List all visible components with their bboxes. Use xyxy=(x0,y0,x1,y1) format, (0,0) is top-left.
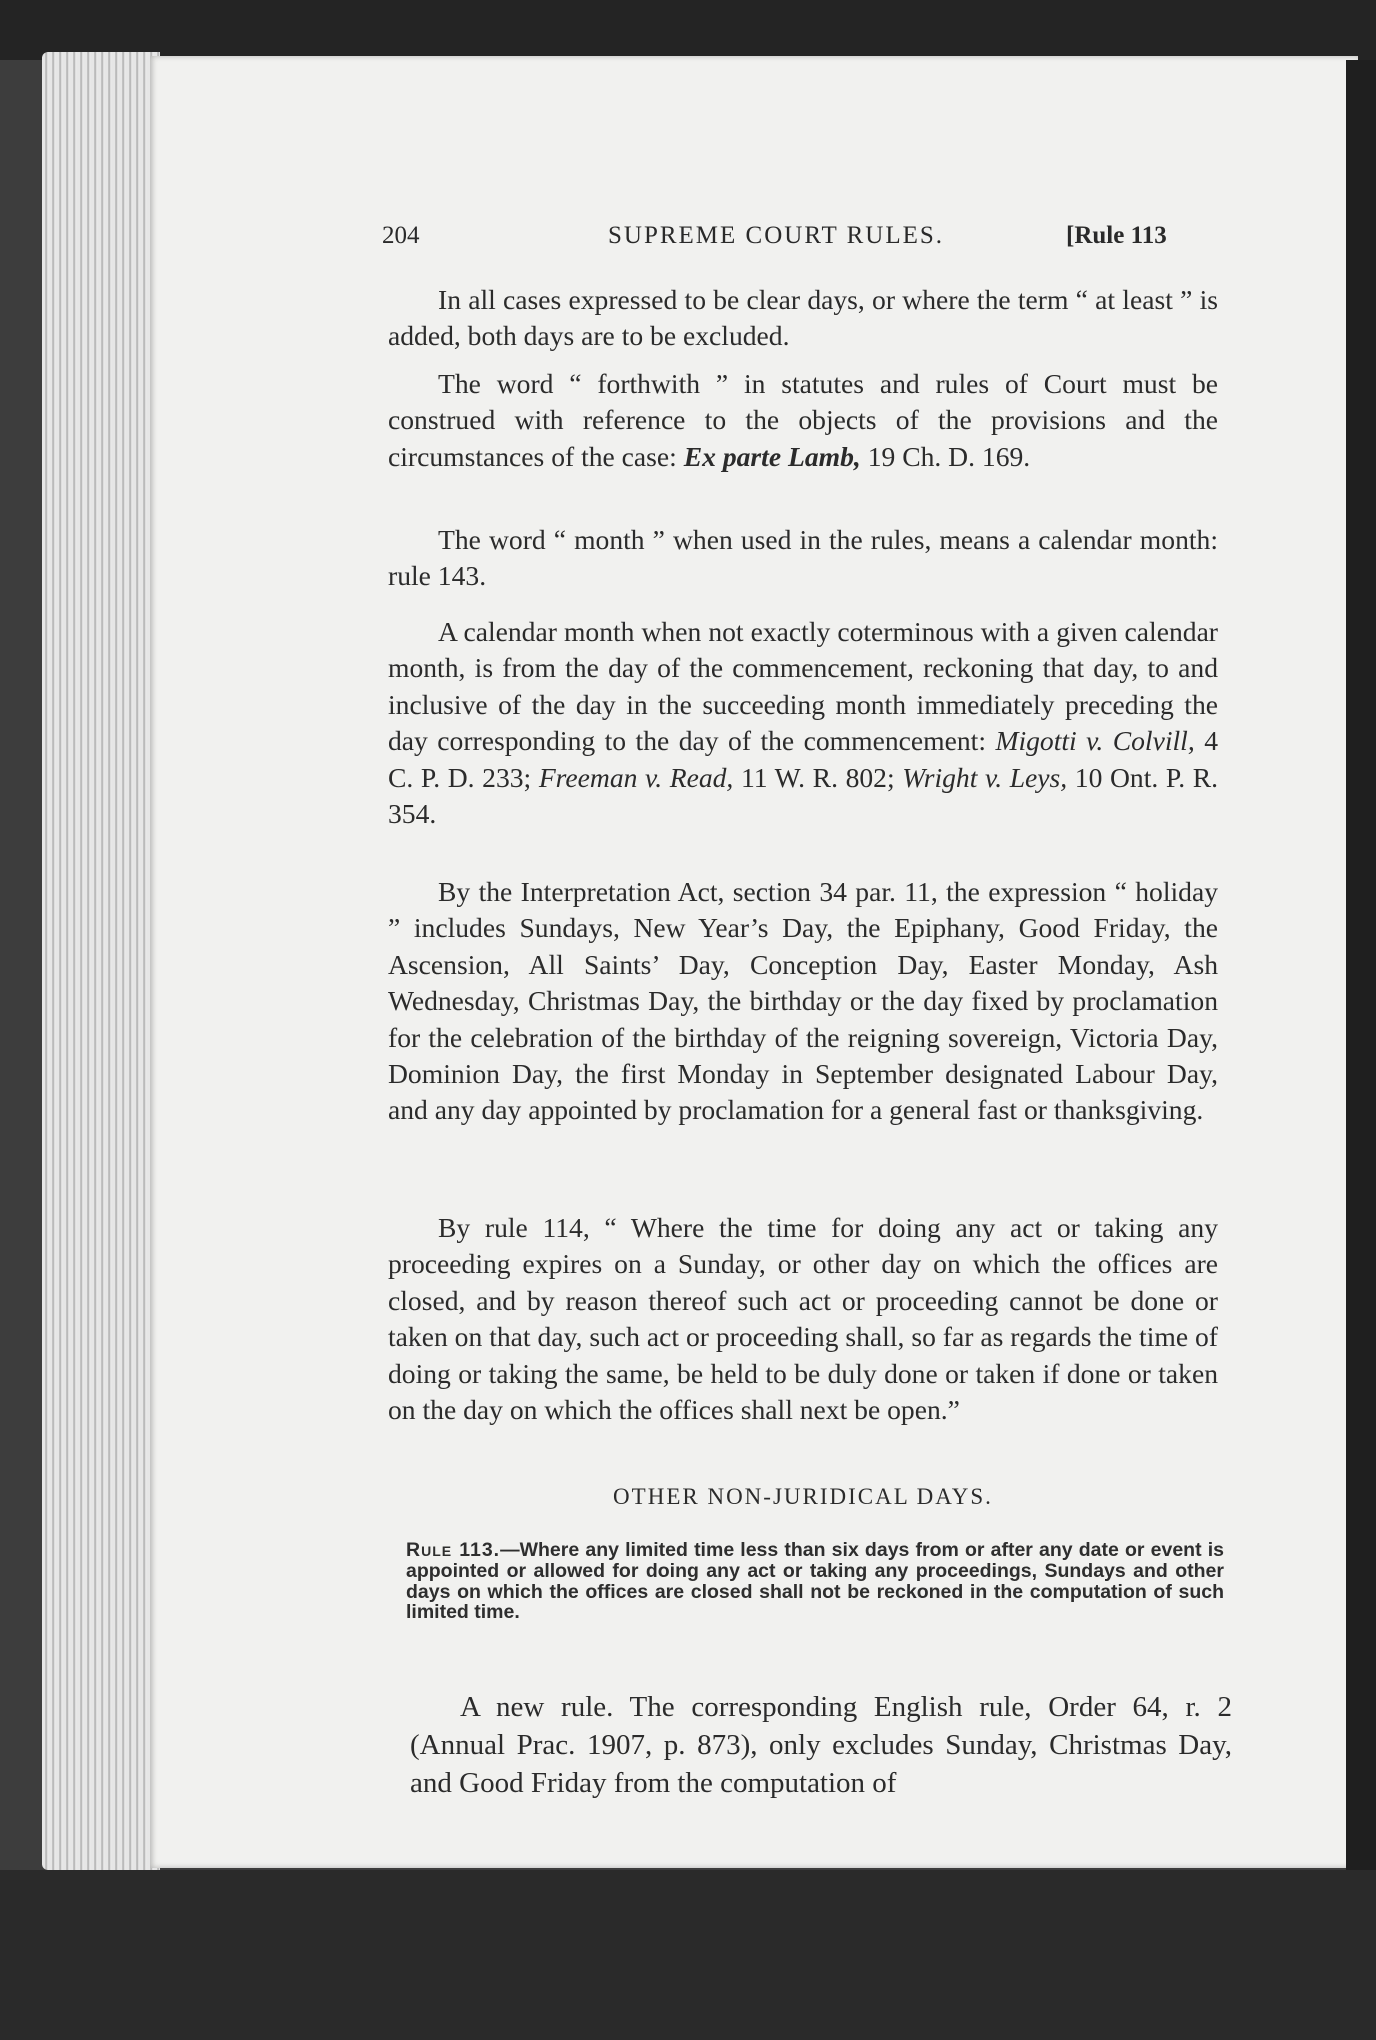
page-number: 204 xyxy=(382,222,420,249)
scan-background-bottom xyxy=(0,1870,1376,2040)
paragraph-commentary: A new rule. The corresponding English rule, Order 64, r. 2 (Annual Prac. 1907, p. 873), only excludes Sunday, Christmas Day, and Good Friday from the computation of xyxy=(410,1691,1232,1799)
case-citation: Wright v. Leys, xyxy=(902,761,1068,793)
paragraph-forthwith xyxy=(388,366,1218,475)
paragraph-text: 4 C. P. D. 233; xyxy=(388,725,1218,793)
paragraph-calendar-month xyxy=(388,614,1218,832)
rule-reference: [Rule 113 xyxy=(1066,222,1167,249)
paragraph-text: The word “ forthwith ” in statutes and rules of Court must be construed with reference to the objects of the provisions and the circumstances of the case: xyxy=(388,368,1218,472)
paragraph-interpretation-act: By the Interpretation Act, section 34 par. 11, the expression “ holiday ” includes Sundays, New Year’s Day, the Epiphany, Good Friday, the Ascension, All Saints’ Day, Conception Day, Easter Monday, Ash Wednesday, Christmas Day, the birthday or the day fixed by proclamation for the celebration of the birthday of the reigning sovereign, Victoria Day, Dominion Day, the first Monday in September designated Labour Day, and any day appointed by proclamation for a general fast or thanksgiving. xyxy=(388,876,1218,1126)
paragraph-clear-days: In all cases expressed to be clear days, or where the term “ at least ” is added, both days are to be excluded. xyxy=(388,284,1218,352)
running-title: SUPREME COURT RULES. xyxy=(608,222,945,249)
rule-label: Rule 113. xyxy=(406,1539,501,1561)
paragraph-rule-114: By rule 114, “ Where the time for doing any act or taking any proceeding expires on a Sunday, or other day on which the offices are closed, and by reason thereof such act or proceeding cannot be done or taken on that day, such act or proceeding shall, so far as regards the time of doing or taking the same, be held to be duly done or taken if done or taken on the day on which the offices shall next be open.” xyxy=(388,1212,1218,1426)
book-page-edges xyxy=(42,52,160,1870)
section-heading: OTHER NON-JURIDICAL DAYS. xyxy=(613,1484,993,1509)
scan-background-top xyxy=(0,0,1376,60)
paragraph-text: 19 Ch. D. 169. xyxy=(860,440,1031,472)
rule-113-text xyxy=(406,1540,1224,1623)
rule-body: —Where any limited time less than six days from or after any date or event is appointed or allowed for doing any act or taking any proceedings, Sundays and other days on which the offices are closed shall not be reckoned in the computation of such limited time. xyxy=(406,1539,1224,1624)
case-citation: Freeman v. Read, xyxy=(538,761,734,793)
scan-background-right xyxy=(1346,60,1376,1870)
paragraph-text: 11 W. R. 802; xyxy=(733,761,903,793)
paragraph-month: The word “ month ” when used in the rules, means a calendar month: rule 143. xyxy=(388,524,1218,592)
case-citation: Migotti v. Colvill, xyxy=(995,725,1195,757)
running-header xyxy=(382,222,1198,262)
case-citation: Ex parte Lamb, xyxy=(683,440,861,472)
paragraph-text: 10 Ont. P. R. 354. xyxy=(388,761,1219,830)
paragraph-text: A calendar month when not exactly coterminous with a given calendar month, is from the day of the commencement, reckoning that day, to and inclusive of the day in the succeeding month immediately preceding the day corresponding to the day of the commencement: xyxy=(388,616,1218,757)
